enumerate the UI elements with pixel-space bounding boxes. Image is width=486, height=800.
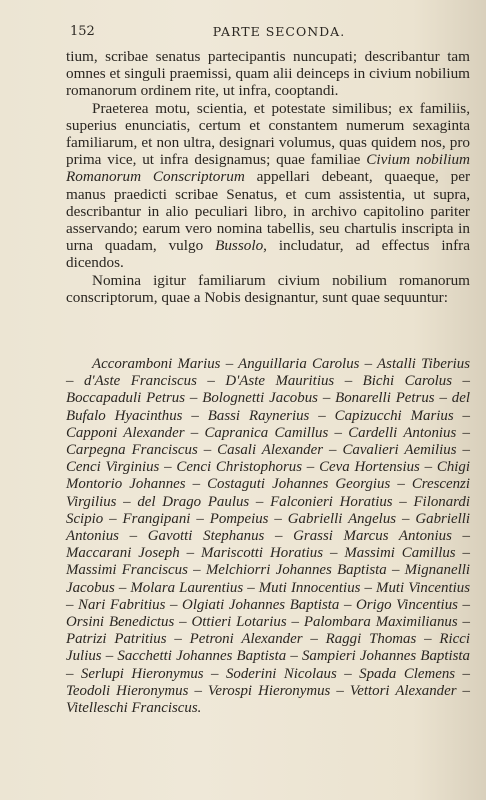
paragraph-2-text-c: appellari debeant, quaeque, per manus praedicti scribae Senatus, et cum assistentia, ut supra, describantur in alio peculiari libro, in archivo capitolino pariter asservando; earum vero nomina tabellis, seu chartulis inscripta in urna quadam, vulgo xyxy=(66,168,470,255)
family-names-list: Accoramboni Marius – Anguillaria Carolus – Astalli Tiberius – d'Aste Franciscus – D'Aste Mauritius – Bichi Carolus – Boccapaduli Petrus – Bolognetti Jacobus – Bonarelli Petrus – del Bufalo Hyacinthus – Bassi Raynerius – Capizucchi Marius – Capponi Alexander – Capranica Camillus – Cardelli Antonius – Carpegna Franciscus – Casali Alexander – Cavalieri Aemilius – Cenci Virginius – Cenci Christophorus – Ceva Hortensius – Chigi Montorio Johannes – Costaguti Johannes Georgius – Crescenzi Virgilius – del Drago Paulus – Falconieri Horatius – Filonardi Scipio – Frangipani – Pompeius – Gabrielli Angelus – Gabrielli Antonius – Gavotti Stephanus – Grassi Marcus Antonius – Maccarani Joseph – Mariscotti Horatius – Massimi Camillus – Massimi Franciscus – Melchiorri Johannes Baptista – Mignanelli Jacobus – Molara Laurentius – Muti Innocentius – Muti Vincentius – Nari Fabritius – Olgiati Johannes Baptista – Origo Vincentius – Orsini Benedictus – Ottieri Lotarius – Palombara Maximilianus – Patrizi Patritius – Petroni Alexander – Raggi Thomas – Ricci Julius – Sacchetti Johannes Baptista – Sampieri Johannes Baptista – Serlupi Hieronymus – Soderini Nicolaus – Spada Clemens – Teodoli Hieronymus – Verospi Hieronymus – Vettori Alexander – Vitelleschi Franciscus. xyxy=(66,356,470,717)
paragraph-2-italic-a: Civium nobilium Romanorum Conscriptorum xyxy=(66,151,471,186)
paragraph-1: tium, scribae senatus partecipantis nuncupati; describantur tam omnes et singuli praemissi, quam alii deinceps in civium nobilium romanorum ordinem rite, ut infra, cooptandi. xyxy=(66,48,470,100)
running-title: PARTE SECONDA. xyxy=(212,24,346,39)
body-text xyxy=(66,48,470,306)
paragraph-2 xyxy=(66,100,470,272)
paragraph-3: Nomina igitur familiarum civium nobilium romanorum conscriptorum, quae a Nobis designantur, sunt quae sequuntur: xyxy=(66,271,470,306)
page-header xyxy=(70,24,468,42)
paragraph-2-text-e: , includatur, ad effectus infra dicendos. xyxy=(66,237,470,272)
paragraph-2-italic-b: Bussolo xyxy=(215,237,264,255)
paragraph-2-text-a: Praeterea motu, scientia, et potestate similibus; ex familiis, superius enunciatis, certum et constantem numerum sexaginta familiarum, et non ultra, designari volumus, quas quidem nos, pro prima vice, ut infra designamus; quae familiae xyxy=(66,99,470,169)
page-number: 152 xyxy=(70,24,95,39)
